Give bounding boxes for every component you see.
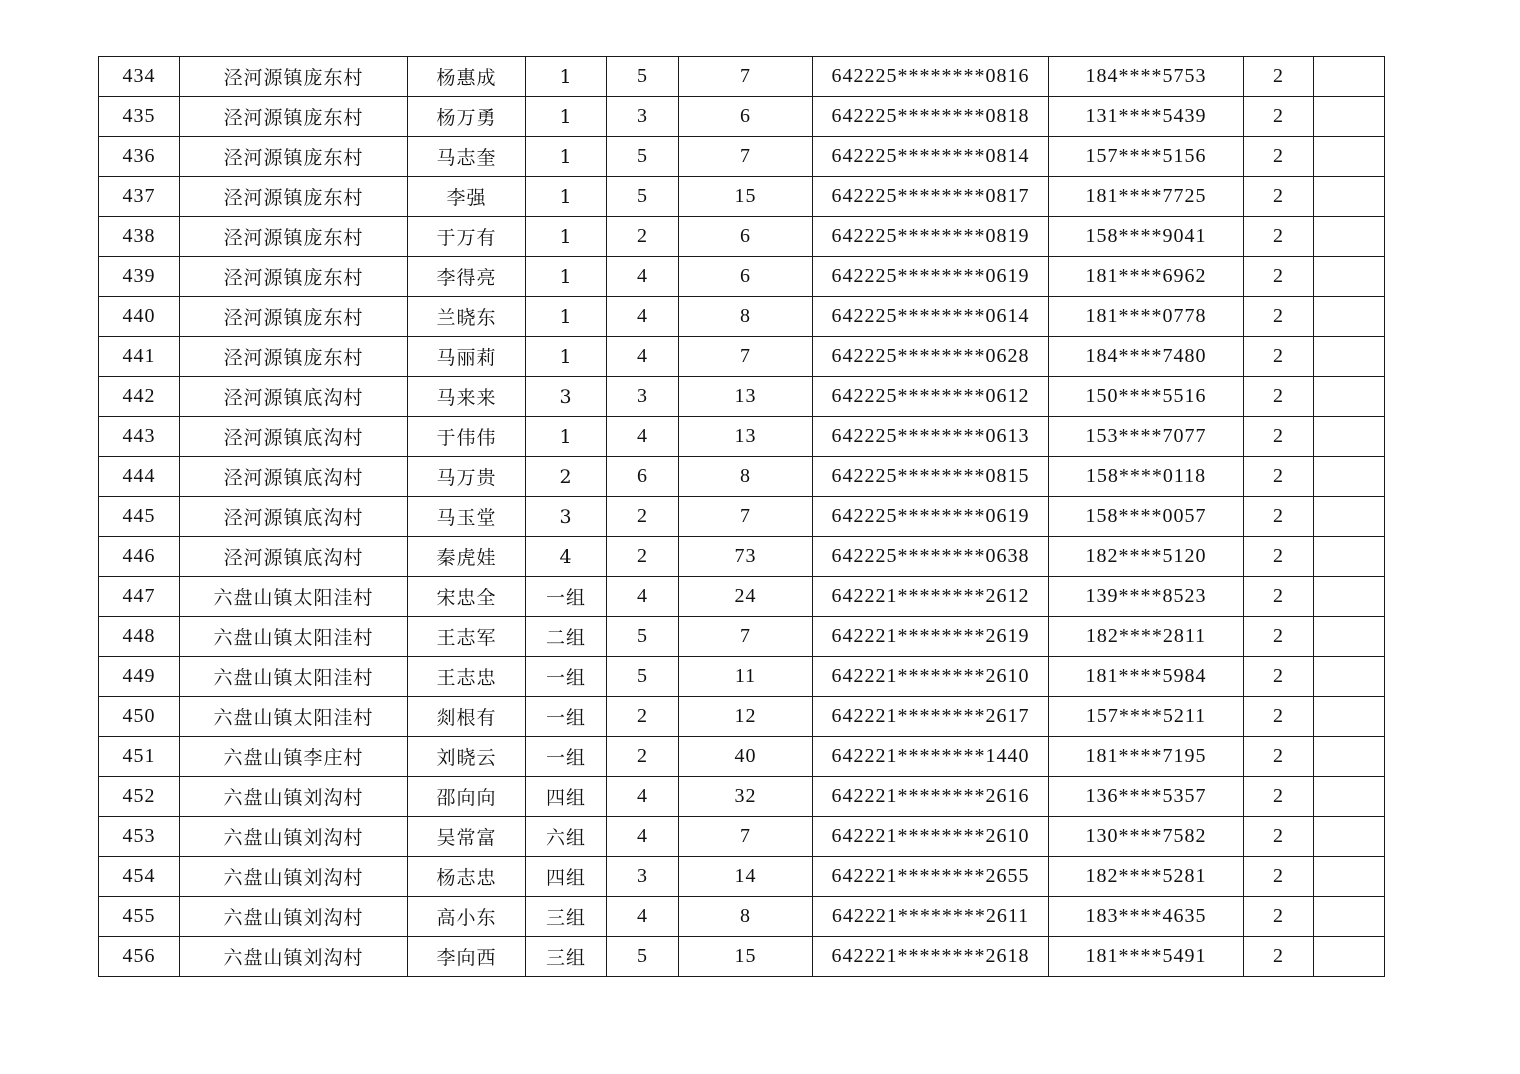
name-cell: 兰晓东 [408,297,526,337]
row-number-cell: 450 [99,697,180,737]
name-cell: 李强 [408,177,526,217]
row-number-cell: 438 [99,217,180,257]
row-number-cell: 447 [99,577,180,617]
quantity-cell: 14 [679,857,813,897]
table-row [99,937,1385,977]
township-village-cell: 泾河源镇庞东村 [180,297,408,337]
phone-number-cell: 182****5281 [1049,857,1244,897]
phone-number-cell: 181****0778 [1049,297,1244,337]
table-row [99,177,1385,217]
row-number-cell: 440 [99,297,180,337]
name-cell: 王志忠 [408,657,526,697]
group-cell: 2 [526,457,607,497]
table-row [99,57,1385,97]
group-cell: 六组 [526,817,607,857]
name-cell: 秦虎娃 [408,537,526,577]
remarks-cell [1314,737,1385,777]
id-number-cell: 642225********0612 [813,377,1049,417]
name-cell: 高小东 [408,897,526,937]
household-size-cell: 2 [607,737,679,777]
township-village-cell: 六盘山镇刘沟村 [180,857,408,897]
group-cell: 1 [526,217,607,257]
remarks-cell [1314,537,1385,577]
count-cell: 2 [1244,377,1314,417]
remarks-cell [1314,857,1385,897]
group-cell: 3 [526,497,607,537]
id-number-cell: 642225********0613 [813,417,1049,457]
quantity-cell: 24 [679,577,813,617]
id-number-cell: 642221********2617 [813,697,1049,737]
name-cell: 于万有 [408,217,526,257]
row-number-cell: 445 [99,497,180,537]
group-cell: 一组 [526,697,607,737]
row-number-cell: 442 [99,377,180,417]
phone-number-cell: 158****0057 [1049,497,1244,537]
phone-number-cell: 181****7195 [1049,737,1244,777]
remarks-cell [1314,777,1385,817]
id-number-cell: 642225********0815 [813,457,1049,497]
count-cell: 2 [1244,217,1314,257]
group-cell: 三组 [526,897,607,937]
table-row [99,857,1385,897]
township-village-cell: 六盘山镇刘沟村 [180,777,408,817]
remarks-cell [1314,657,1385,697]
count-cell: 2 [1244,777,1314,817]
group-cell: 1 [526,297,607,337]
name-cell: 李得亮 [408,257,526,297]
name-cell: 刘晓云 [408,737,526,777]
row-number-cell: 448 [99,617,180,657]
household-size-cell: 3 [607,97,679,137]
row-number-cell: 451 [99,737,180,777]
name-cell: 宋忠全 [408,577,526,617]
quantity-cell: 7 [679,137,813,177]
table-row [99,737,1385,777]
name-cell: 杨志忠 [408,857,526,897]
phone-number-cell: 181****6962 [1049,257,1244,297]
group-cell: 一组 [526,577,607,617]
quantity-cell: 8 [679,297,813,337]
group-cell: 4 [526,537,607,577]
count-cell: 2 [1244,657,1314,697]
household-size-cell: 4 [607,337,679,377]
table-row [99,497,1385,537]
table-row [99,137,1385,177]
quantity-cell: 40 [679,737,813,777]
household-size-cell: 4 [607,417,679,457]
phone-number-cell: 184****7480 [1049,337,1244,377]
group-cell: 一组 [526,657,607,697]
quantity-cell: 8 [679,457,813,497]
table-row [99,657,1385,697]
household-size-cell: 5 [607,137,679,177]
id-number-cell: 642225********0638 [813,537,1049,577]
remarks-cell [1314,417,1385,457]
count-cell: 2 [1244,697,1314,737]
id-number-cell: 642225********0816 [813,57,1049,97]
household-size-cell: 4 [607,577,679,617]
township-village-cell: 泾河源镇底沟村 [180,537,408,577]
table-row [99,217,1385,257]
township-village-cell: 泾河源镇庞东村 [180,137,408,177]
count-cell: 2 [1244,177,1314,217]
quantity-cell: 12 [679,697,813,737]
remarks-cell [1314,697,1385,737]
table-row [99,697,1385,737]
township-village-cell: 泾河源镇庞东村 [180,57,408,97]
township-village-cell: 泾河源镇庞东村 [180,177,408,217]
township-village-cell: 泾河源镇庞东村 [180,97,408,137]
count-cell: 2 [1244,97,1314,137]
count-cell: 2 [1244,737,1314,777]
count-cell: 2 [1244,577,1314,617]
id-number-cell: 642225********0818 [813,97,1049,137]
remarks-cell [1314,897,1385,937]
id-number-cell: 642221********2618 [813,937,1049,977]
township-village-cell: 六盘山镇刘沟村 [180,897,408,937]
remarks-cell [1314,137,1385,177]
count-cell: 2 [1244,337,1314,377]
group-cell: 四组 [526,777,607,817]
row-number-cell: 456 [99,937,180,977]
name-cell: 马来来 [408,377,526,417]
household-size-cell: 2 [607,497,679,537]
group-cell: 1 [526,337,607,377]
row-number-cell: 436 [99,137,180,177]
count-cell: 2 [1244,857,1314,897]
data-table [98,56,1385,977]
household-size-cell: 5 [607,57,679,97]
group-cell: 三组 [526,937,607,977]
phone-number-cell: 182****2811 [1049,617,1244,657]
name-cell: 杨惠成 [408,57,526,97]
remarks-cell [1314,577,1385,617]
phone-number-cell: 150****5516 [1049,377,1244,417]
phone-number-cell: 130****7582 [1049,817,1244,857]
remarks-cell [1314,97,1385,137]
table-row [99,417,1385,457]
phone-number-cell: 181****5984 [1049,657,1244,697]
phone-number-cell: 158****0118 [1049,457,1244,497]
count-cell: 2 [1244,137,1314,177]
row-number-cell: 455 [99,897,180,937]
phone-number-cell: 157****5156 [1049,137,1244,177]
id-number-cell: 642221********1440 [813,737,1049,777]
id-number-cell: 642221********2655 [813,857,1049,897]
quantity-cell: 7 [679,497,813,537]
id-number-cell: 642225********0628 [813,337,1049,377]
group-cell: 1 [526,177,607,217]
group-cell: 二组 [526,617,607,657]
id-number-cell: 642221********2610 [813,657,1049,697]
household-size-cell: 4 [607,297,679,337]
count-cell: 2 [1244,497,1314,537]
name-cell: 王志军 [408,617,526,657]
quantity-cell: 11 [679,657,813,697]
name-cell: 吴常富 [408,817,526,857]
id-number-cell: 642225********0619 [813,497,1049,537]
township-village-cell: 六盘山镇太阳洼村 [180,577,408,617]
phone-number-cell: 183****4635 [1049,897,1244,937]
table-row [99,337,1385,377]
row-number-cell: 439 [99,257,180,297]
quantity-cell: 73 [679,537,813,577]
table-body [99,57,1385,977]
row-number-cell: 452 [99,777,180,817]
quantity-cell: 8 [679,897,813,937]
table-row [99,97,1385,137]
id-number-cell: 642221********2619 [813,617,1049,657]
household-size-cell: 2 [607,697,679,737]
township-village-cell: 六盘山镇太阳洼村 [180,697,408,737]
group-cell: 1 [526,257,607,297]
remarks-cell [1314,617,1385,657]
remarks-cell [1314,497,1385,537]
household-size-cell: 3 [607,857,679,897]
household-size-cell: 6 [607,457,679,497]
name-cell: 剡根有 [408,697,526,737]
group-cell: 1 [526,137,607,177]
table-row [99,537,1385,577]
row-number-cell: 444 [99,457,180,497]
table-row [99,817,1385,857]
row-number-cell: 441 [99,337,180,377]
household-size-cell: 5 [607,617,679,657]
remarks-cell [1314,297,1385,337]
phone-number-cell: 153****7077 [1049,417,1244,457]
quantity-cell: 6 [679,217,813,257]
remarks-cell [1314,377,1385,417]
phone-number-cell: 139****8523 [1049,577,1244,617]
household-size-cell: 4 [607,777,679,817]
group-cell: 1 [526,417,607,457]
name-cell: 马丽莉 [408,337,526,377]
id-number-cell: 642221********2612 [813,577,1049,617]
quantity-cell: 13 [679,417,813,457]
table-row [99,297,1385,337]
id-number-cell: 642225********0819 [813,217,1049,257]
quantity-cell: 32 [679,777,813,817]
group-cell: 四组 [526,857,607,897]
quantity-cell: 15 [679,937,813,977]
row-number-cell: 449 [99,657,180,697]
township-village-cell: 泾河源镇庞东村 [180,217,408,257]
name-cell: 马万贵 [408,457,526,497]
table-row [99,257,1385,297]
row-number-cell: 453 [99,817,180,857]
remarks-cell [1314,177,1385,217]
row-number-cell: 443 [99,417,180,457]
household-size-cell: 4 [607,817,679,857]
table-row [99,577,1385,617]
row-number-cell: 434 [99,57,180,97]
count-cell: 2 [1244,897,1314,937]
id-number-cell: 642221********2611 [813,897,1049,937]
id-number-cell: 642221********2610 [813,817,1049,857]
id-number-cell: 642225********0817 [813,177,1049,217]
phone-number-cell: 181****5491 [1049,937,1244,977]
township-village-cell: 六盘山镇李庄村 [180,737,408,777]
quantity-cell: 6 [679,97,813,137]
group-cell: 3 [526,377,607,417]
household-size-cell: 5 [607,177,679,217]
row-number-cell: 437 [99,177,180,217]
remarks-cell [1314,57,1385,97]
count-cell: 2 [1244,417,1314,457]
name-cell: 李向西 [408,937,526,977]
township-village-cell: 泾河源镇底沟村 [180,377,408,417]
household-size-cell: 5 [607,937,679,977]
household-size-cell: 5 [607,657,679,697]
remarks-cell [1314,937,1385,977]
phone-number-cell: 184****5753 [1049,57,1244,97]
township-village-cell: 泾河源镇底沟村 [180,497,408,537]
remarks-cell [1314,817,1385,857]
name-cell: 于伟伟 [408,417,526,457]
row-number-cell: 454 [99,857,180,897]
household-size-cell: 4 [607,257,679,297]
count-cell: 2 [1244,257,1314,297]
phone-number-cell: 131****5439 [1049,97,1244,137]
quantity-cell: 13 [679,377,813,417]
quantity-cell: 6 [679,257,813,297]
quantity-cell: 7 [679,337,813,377]
group-cell: 1 [526,97,607,137]
phone-number-cell: 157****5211 [1049,697,1244,737]
table-row [99,777,1385,817]
remarks-cell [1314,457,1385,497]
name-cell: 马玉堂 [408,497,526,537]
phone-number-cell: 136****5357 [1049,777,1244,817]
household-size-cell: 4 [607,897,679,937]
count-cell: 2 [1244,617,1314,657]
id-number-cell: 642225********0614 [813,297,1049,337]
township-village-cell: 六盘山镇太阳洼村 [180,617,408,657]
name-cell: 杨万勇 [408,97,526,137]
township-village-cell: 六盘山镇刘沟村 [180,937,408,977]
remarks-cell [1314,257,1385,297]
table-row [99,457,1385,497]
remarks-cell [1314,337,1385,377]
township-village-cell: 泾河源镇庞东村 [180,257,408,297]
township-village-cell: 泾河源镇底沟村 [180,417,408,457]
household-size-cell: 2 [607,537,679,577]
quantity-cell: 7 [679,617,813,657]
phone-number-cell: 182****5120 [1049,537,1244,577]
count-cell: 2 [1244,297,1314,337]
table-row [99,617,1385,657]
count-cell: 2 [1244,57,1314,97]
household-size-cell: 3 [607,377,679,417]
table-row [99,897,1385,937]
name-cell: 邵向向 [408,777,526,817]
township-village-cell: 泾河源镇底沟村 [180,457,408,497]
phone-number-cell: 158****9041 [1049,217,1244,257]
household-size-cell: 2 [607,217,679,257]
quantity-cell: 7 [679,57,813,97]
quantity-cell: 7 [679,817,813,857]
quantity-cell: 15 [679,177,813,217]
township-village-cell: 六盘山镇太阳洼村 [180,657,408,697]
id-number-cell: 642225********0814 [813,137,1049,177]
row-number-cell: 435 [99,97,180,137]
remarks-cell [1314,217,1385,257]
township-village-cell: 泾河源镇庞东村 [180,337,408,377]
name-cell: 马志奎 [408,137,526,177]
phone-number-cell: 181****7725 [1049,177,1244,217]
count-cell: 2 [1244,457,1314,497]
township-village-cell: 六盘山镇刘沟村 [180,817,408,857]
group-cell: 一组 [526,737,607,777]
id-number-cell: 642221********2616 [813,777,1049,817]
row-number-cell: 446 [99,537,180,577]
count-cell: 2 [1244,537,1314,577]
count-cell: 2 [1244,937,1314,977]
table-row [99,377,1385,417]
id-number-cell: 642225********0619 [813,257,1049,297]
group-cell: 1 [526,57,607,97]
count-cell: 2 [1244,817,1314,857]
